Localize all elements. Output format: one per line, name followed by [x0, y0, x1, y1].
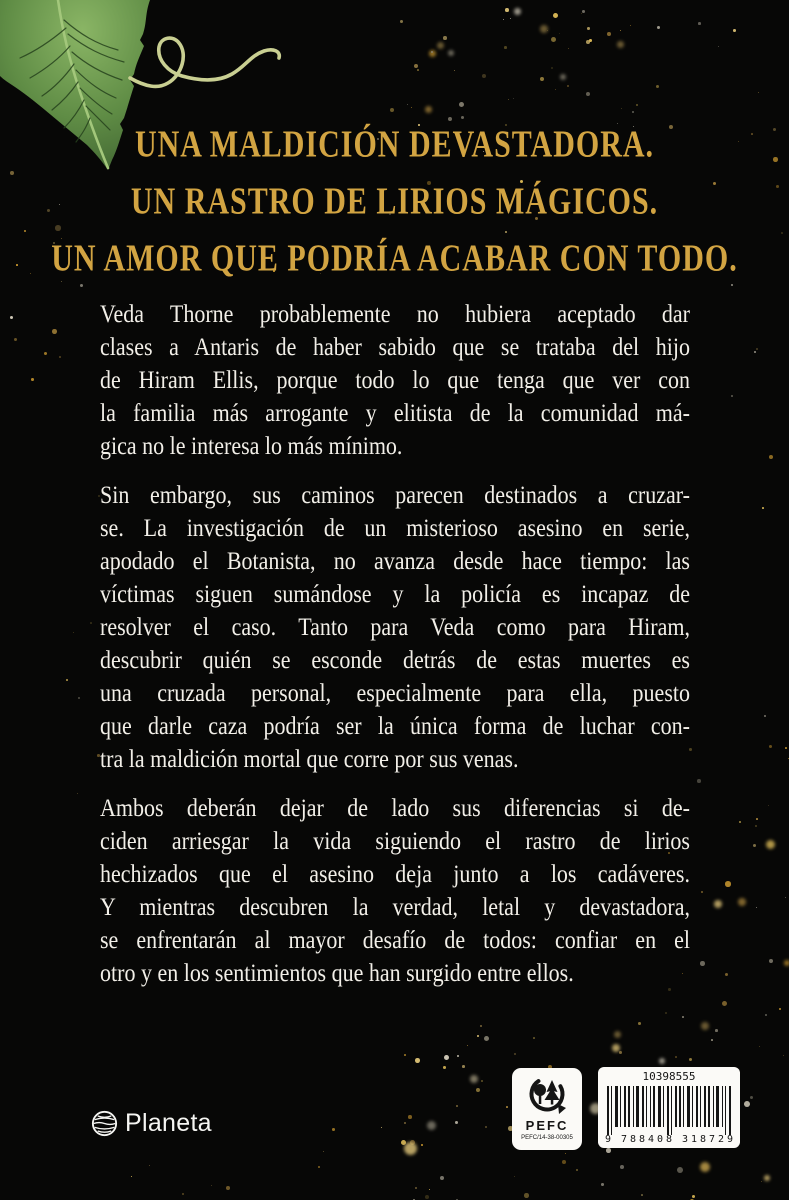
sparkle-dot [443, 1066, 446, 1069]
barcode-bar [667, 1086, 669, 1135]
sparkle-dot [756, 907, 757, 908]
sparkle-dot [404, 1122, 406, 1124]
sparkle-dot [733, 29, 736, 32]
sparkle-dot [638, 1022, 641, 1025]
sparkle-dot [457, 1055, 459, 1057]
sparkle-dot [586, 92, 590, 96]
barcode-bar [615, 1086, 618, 1127]
synopsis-line: clases a Antaris de haber sabido que se trataba del hijo [100, 332, 690, 361]
barcode-bar [658, 1086, 661, 1127]
sparkle-dot [149, 1165, 150, 1166]
sparkle-dot [44, 352, 47, 355]
sparkle-dot [630, 25, 631, 26]
sparkle-dot [731, 395, 733, 397]
synopsis-line: ciden arriesgar la vida siguiendo el rastro de lirios [100, 826, 690, 855]
sparkle-dot [514, 1176, 515, 1177]
sparkle-dot [481, 1080, 483, 1082]
sparkle-dot [533, 1037, 535, 1039]
sparkle-dot [444, 1055, 449, 1060]
sparkle-bokeh-dot [700, 1162, 710, 1172]
sparkle-dot [656, 85, 659, 88]
sparkle-dot [768, 805, 769, 806]
sparkle-dot [14, 338, 17, 341]
barcode-bar [620, 1086, 621, 1127]
sparkle-dot [567, 85, 569, 87]
sparkle-dot [455, 1121, 458, 1124]
planeta-globe-icon [91, 1110, 118, 1137]
barcode-bar [646, 1086, 647, 1127]
sparkle-dot [226, 1186, 230, 1190]
barcode-bar [624, 1086, 626, 1127]
sparkle-dot [785, 897, 786, 898]
sparkle-dot [485, 1126, 487, 1128]
synopsis-line: se. La investigación de un misterioso asesino en serie, [100, 513, 690, 542]
sparkle-dot [769, 959, 773, 963]
synopsis [100, 297, 690, 1005]
sparkle-dot [744, 1101, 750, 1107]
sparkle-dot [758, 92, 759, 93]
barcode-bar [687, 1086, 690, 1127]
sparkle-dot [698, 22, 701, 25]
sparkle-dot [701, 891, 703, 893]
sparkle-dot [738, 898, 746, 906]
sparkle-dot [750, 1096, 753, 1099]
barcode-bar [628, 1086, 630, 1127]
sparkle-dot [427, 1121, 436, 1130]
barcode-bar [696, 1086, 698, 1127]
sparkle-dot [448, 50, 454, 56]
barcode-isbn: 9 7 8 8 4 0 8 3 1 8 7 2 9 [605, 1134, 733, 1145]
sparkle-bokeh-dot [766, 840, 775, 849]
sparkle-dot [692, 1195, 695, 1198]
sparkle-dot [601, 1183, 604, 1186]
vine-tendril-illustration [118, 18, 298, 98]
tagline-line: UN RASTRO DE LIRIOS MÁGICOS. [130, 180, 659, 223]
sparkle-dot [614, 1031, 621, 1038]
sparkle-dot [762, 507, 764, 509]
sparkle-dot [759, 1046, 760, 1047]
pefc-trees-icon [525, 1073, 569, 1117]
barcode-bar [722, 1086, 723, 1127]
barcode-bar [725, 1086, 726, 1135]
synopsis-line: Ambos deberán dejar de lado sus diferencias si de- [100, 793, 690, 822]
sparkle-dot [657, 26, 660, 29]
sparkle-dot [90, 622, 92, 624]
sparkle-dot [739, 821, 741, 823]
sparkle-dot [513, 98, 514, 99]
sparkle-dot [555, 89, 556, 90]
sparkle-dot [503, 19, 504, 20]
sparkle-dot [722, 1001, 727, 1006]
sparkle-dot [506, 1106, 508, 1108]
sparkle-dot [718, 46, 719, 47]
barcode-bar [683, 1086, 684, 1127]
sparkle-dot [66, 679, 68, 681]
synopsis-line: que darle caza podría ser la única forma de luchar con- [100, 711, 690, 740]
sparkle-dot [414, 64, 418, 68]
sparkle-dot [715, 1029, 718, 1032]
barcode-bar [679, 1086, 681, 1127]
sparkle-dot [620, 1165, 624, 1169]
sparkle-dot [456, 1105, 458, 1107]
sparkle-dot [551, 67, 553, 69]
sparkle-dot [769, 455, 773, 459]
sparkle-dot [764, 1175, 770, 1181]
sparkle-dot [332, 1128, 335, 1131]
sparkle-dot [425, 1195, 429, 1199]
sparkle-dot [711, 1039, 713, 1041]
synopsis-line: hechizados que el asesino deja junto a los cadáveres. [100, 859, 690, 888]
sparkle-dot [510, 18, 511, 19]
sparkle-dot [587, 27, 590, 30]
sparkle-dot [606, 1148, 611, 1153]
barcode-bar [642, 1086, 644, 1127]
sparkle-dot [505, 8, 509, 12]
synopsis-line: Y mientras descubren la verdad, letal y devastadora, [100, 892, 690, 921]
synopsis-line: otro y en los sentimientos que han surgido entre ellos. [100, 958, 574, 987]
sparkle-dot [641, 1194, 643, 1196]
sparkle-dot [443, 36, 447, 40]
barcode-bars [607, 1086, 731, 1135]
sparkle-dot [78, 697, 80, 699]
sparkle-dot [701, 1022, 709, 1030]
barcode-bar [675, 1086, 677, 1127]
sparkle-dot [400, 20, 403, 23]
sparkle-dot [785, 747, 787, 749]
tagline-line: UN AMOR QUE PODRÍA ACABAR CON TODO. [51, 237, 738, 280]
sparkle-dot [31, 378, 34, 381]
sparkle-dot [682, 1016, 684, 1018]
sparkle-dot [381, 1127, 382, 1128]
sparkle-dot [568, 48, 569, 49]
sparkle-dot [764, 715, 766, 717]
sparkle-dot [462, 1065, 465, 1068]
sparkle-dot [582, 10, 585, 13]
sparkle-dot [677, 1167, 683, 1173]
sparkle-bokeh-dot [470, 1075, 478, 1083]
synopsis-paragraph [100, 791, 690, 989]
sparkle-dot [415, 1058, 420, 1063]
sparkle-dot [675, 1056, 677, 1058]
sparkle-dot [480, 1025, 482, 1027]
synopsis-line: apodado el Botanista, no avanza desde hace tiempo: las [100, 546, 690, 575]
sparkle-dot [73, 632, 74, 633]
synopsis-line: víctimas siguen sumándose y la policía es incapaz de [100, 579, 690, 608]
sparkle-dot [484, 1036, 489, 1041]
synopsis-line: Sin embargo, sus caminos parecen destinados a cruzar- [100, 480, 690, 509]
sparkle-dot [779, 1008, 781, 1010]
sparkle-bokeh-dot [404, 1142, 417, 1155]
sparkle-dot [551, 37, 556, 42]
sparkle-dot [404, 1054, 406, 1056]
synopsis-line: descubrir quién se esconde detrás de estas muertes es [100, 645, 690, 674]
synopsis-line: de Hiram Ellis, porque todo lo que tenga que ver con [100, 365, 690, 394]
sparkle-dot [514, 8, 521, 15]
sparkle-dot [769, 745, 772, 748]
sparkle-dot [407, 104, 408, 105]
pefc-badge [512, 1068, 582, 1150]
synopsis-line: se enfrentarán al mayor desafío de todos: confiar en el [100, 925, 690, 954]
sparkle-dot [504, 46, 507, 49]
sparkle-dot [477, 1035, 479, 1037]
sparkle-dot [417, 69, 419, 71]
sparkle-dot [725, 881, 731, 887]
sparkle-dot [454, 70, 455, 71]
sparkle-dot [581, 13, 582, 14]
sparkle-dot [524, 1193, 529, 1198]
sparkle-dot [636, 104, 638, 106]
sparkle-dot [540, 25, 548, 33]
synopsis-line: una cruzada personal, especialmente para ella, puesto [100, 678, 690, 707]
sparkle-dot [754, 351, 756, 353]
sparkle-dot [753, 844, 756, 847]
tagline-line: UNA MALDICIÓN DEVASTADORA. [134, 123, 655, 166]
sparkle-dot [415, 1187, 417, 1189]
sparkle-dot [619, 1051, 622, 1054]
sparkle-dot [459, 102, 464, 107]
sparkle-dot [318, 1166, 320, 1168]
sparkle-dot [784, 960, 789, 966]
synopsis-paragraph [100, 297, 690, 462]
sparkle-dot [467, 1045, 468, 1046]
barcode-bar [636, 1086, 639, 1127]
sparkle-dot [131, 1176, 132, 1177]
sparkle-dot [77, 793, 78, 794]
sparkle-dot [540, 77, 544, 81]
barcode-bar [650, 1086, 651, 1127]
synopsis-line: tra la maldición mortal que corre por sus venas. [100, 744, 519, 773]
barcode-bar [653, 1086, 655, 1127]
sparkle-dot [617, 41, 624, 48]
sparkle-dot [553, 13, 558, 18]
publisher-name: Planeta [125, 1109, 212, 1137]
sparkle-dot [421, 1144, 423, 1146]
sparkle-dot [576, 1169, 578, 1171]
sparkle-dot [59, 356, 61, 358]
synopsis-paragraph [100, 478, 690, 775]
sparkle-dot [714, 900, 722, 908]
sparkle-dot [756, 818, 758, 820]
barcode-bar [700, 1086, 701, 1127]
sparkle-dot [620, 30, 621, 31]
barcode-bar [704, 1086, 706, 1127]
sparkle-dot [725, 973, 728, 976]
sparkle-dot [440, 1176, 444, 1180]
barcode-bar [708, 1086, 710, 1127]
barcode-bar [633, 1086, 634, 1127]
publisher-logo-planeta [91, 1109, 212, 1138]
sparkle-dot [514, 1053, 516, 1055]
sparkle-dot [665, 1012, 667, 1014]
barcode-bar [713, 1086, 714, 1127]
tagline [0, 116, 789, 287]
sparkle-dot [482, 74, 486, 78]
sparkle-dot [559, 33, 560, 34]
sparkle-dot [765, 1014, 767, 1016]
barcode-bar [663, 1086, 664, 1127]
sparkle-dot [659, 1058, 665, 1064]
sparkle-dot [476, 1088, 480, 1092]
pefc-label: PEFC [525, 1118, 569, 1133]
sparkle-dot [697, 779, 701, 783]
sparkle-dot [211, 1185, 212, 1186]
barcode-top-number: 10398555 [642, 1070, 696, 1083]
synopsis-line: resolver el caso. Tanto para Veda como para Hiram, [100, 612, 690, 641]
sparkle-dot [182, 1193, 184, 1195]
sparkle-dot [783, 1055, 784, 1056]
synopsis-line: Veda Thorne probablemente no hubiera aceptado dar [100, 299, 690, 328]
barcode-bar [607, 1086, 609, 1135]
sparkle-dot [755, 825, 757, 827]
sparkle-dot [437, 42, 444, 49]
sparkle-dot [607, 32, 611, 36]
barcode-bar [692, 1086, 693, 1127]
sparkle-dot [756, 348, 758, 350]
sparkle-dot [689, 1058, 692, 1061]
sparkle-dot [560, 74, 566, 80]
sparkle-dot [52, 329, 57, 334]
sparkle-dot [10, 316, 13, 319]
pefc-cert-code: PEFC/14-38-00305 [521, 1135, 573, 1141]
sparkle-dot [700, 961, 705, 966]
sparkle-dot [589, 39, 592, 42]
barcode-bar [671, 1086, 672, 1135]
barcode-bar [729, 1086, 731, 1135]
sparkle-dot [408, 1115, 412, 1119]
sparkle-dot [761, 1181, 762, 1182]
sparkle-dot [429, 1189, 430, 1190]
barcode [598, 1067, 740, 1148]
sparkle-dot [508, 99, 509, 100]
sparkle-dot [565, 1153, 566, 1154]
barcode-bar [611, 1086, 612, 1135]
sparkle-dot [562, 1160, 566, 1164]
sparkle-dot [323, 1151, 324, 1152]
synopsis-line: la familia más arrogante y elitista de la comunidad má- [100, 398, 690, 427]
synopsis-line: gica no le interesa lo más mínimo. [100, 431, 403, 460]
barcode-bar [716, 1086, 719, 1127]
